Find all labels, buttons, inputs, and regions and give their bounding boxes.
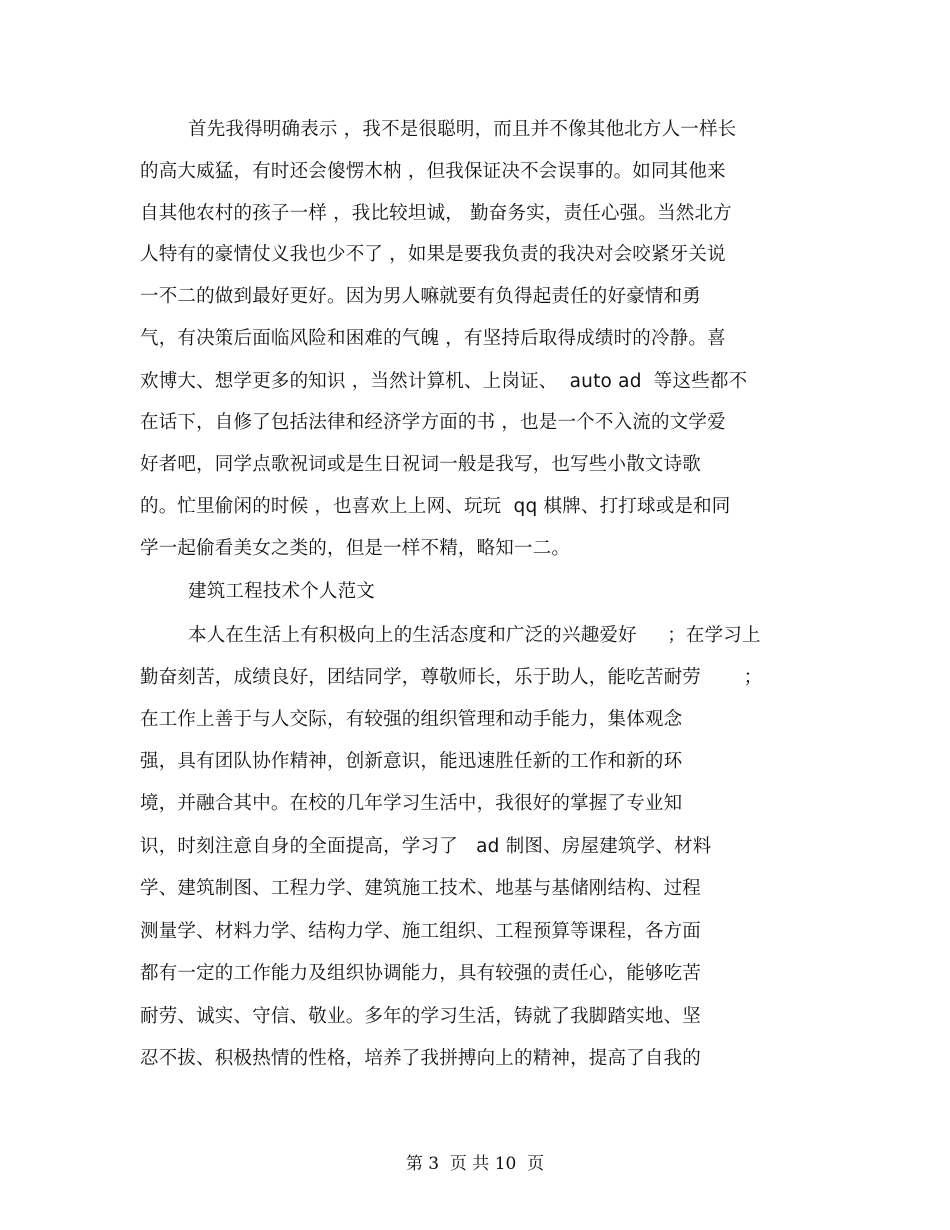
paragraph-line: 忍不拔、积极热情的性格，培养了我拼搏向上的精神，提高了自我的	[140, 1048, 702, 1069]
paragraph-line: 气，有决策后面临风险和困难的气魄 ，有坚持后取得成绩时的冷静。喜	[140, 328, 726, 349]
paragraph-line: 一不二的做到最好更好。因为男人嘛就要有负得起责任的好豪情和勇	[140, 286, 702, 307]
paragraph-line: 测量学、材料力学、结构力学、施工组织、工程预算等课程，各方面	[140, 921, 702, 942]
paragraph-line: 自其他农村的孩子一样 ，我比较坦诚， 勤奋务实，责任心强。当然北方	[140, 203, 732, 224]
paragraph-line: 境，并融合其中。在校的几年学习生活中，我很好的掌握了专业知	[140, 793, 683, 814]
paragraph-line: 的。忙里偷闲的时候 ，也喜欢上上网、玩玩 qq 棋牌、打打球或是和同	[140, 496, 731, 517]
paragraph-line: 耐劳、诚实、守信、敬业。多年的学习生活，铸就了我脚踏实地、坚	[140, 1006, 702, 1027]
paragraph-line: 欢博大、想学更多的知识 ，当然计算机、上岗证、 auto ad 等这些都不	[140, 371, 748, 392]
page-number-footer: 第 3 页 共 10 页	[405, 1154, 545, 1174]
paragraph-line: 都有一定的工作能力及组织协调能力，具有较强的责任心，能够吃苦	[140, 963, 702, 984]
paragraph-line: 首先我得明确表示 ，我不是很聪明，而且并不像其他北方人一样长	[188, 119, 737, 140]
paragraph-line: 在话下，自修了包括法律和经济学方面的书 ，也是一个不入流的文学爱	[140, 412, 726, 433]
paragraph-line: 本人在生活上有积极向上的生活态度和广泛的兴趣爱好 ；在学习上	[188, 625, 761, 646]
paragraph-line: 学、建筑制图、工程力学、建筑施工技术、地基与基储刚结构、过程	[140, 878, 702, 899]
paragraph-line: 的高大威猛，有时还会傻愣木枘 ，但我保证决不会误事的。如同其他来	[140, 161, 726, 182]
paragraph-line: 强，具有团队协作精神，创新意识，能迅速胜任新的工作和新的环	[140, 751, 683, 772]
paragraph-line: 识，时刻注意自身的全面提高，学习了 ad 制图、房屋建筑学、材料	[140, 836, 712, 857]
paragraph-line: 勤奋刻苦，成绩良好，团结同学，尊敬师长，乐于助人，能吃苦耐劳 ；	[140, 667, 763, 688]
paragraph-line: 学一起偷看美女之类的，但是一样不精，略知一二。	[140, 538, 571, 559]
paragraph-line: 在工作上善于与人交际，有较强的组织管理和动手能力，集体观念	[140, 709, 683, 730]
paragraph-line: 人特有的豪情仗义我也少不了 ，如果是要我负责的我决对会咬紧牙关说	[140, 244, 726, 265]
paragraph-line: 好者吧，同学点歌祝词或是生日祝词一般是我写，也写些小散文诗歌	[140, 454, 702, 475]
section-title: 建筑工程技术个人范文	[188, 581, 376, 602]
